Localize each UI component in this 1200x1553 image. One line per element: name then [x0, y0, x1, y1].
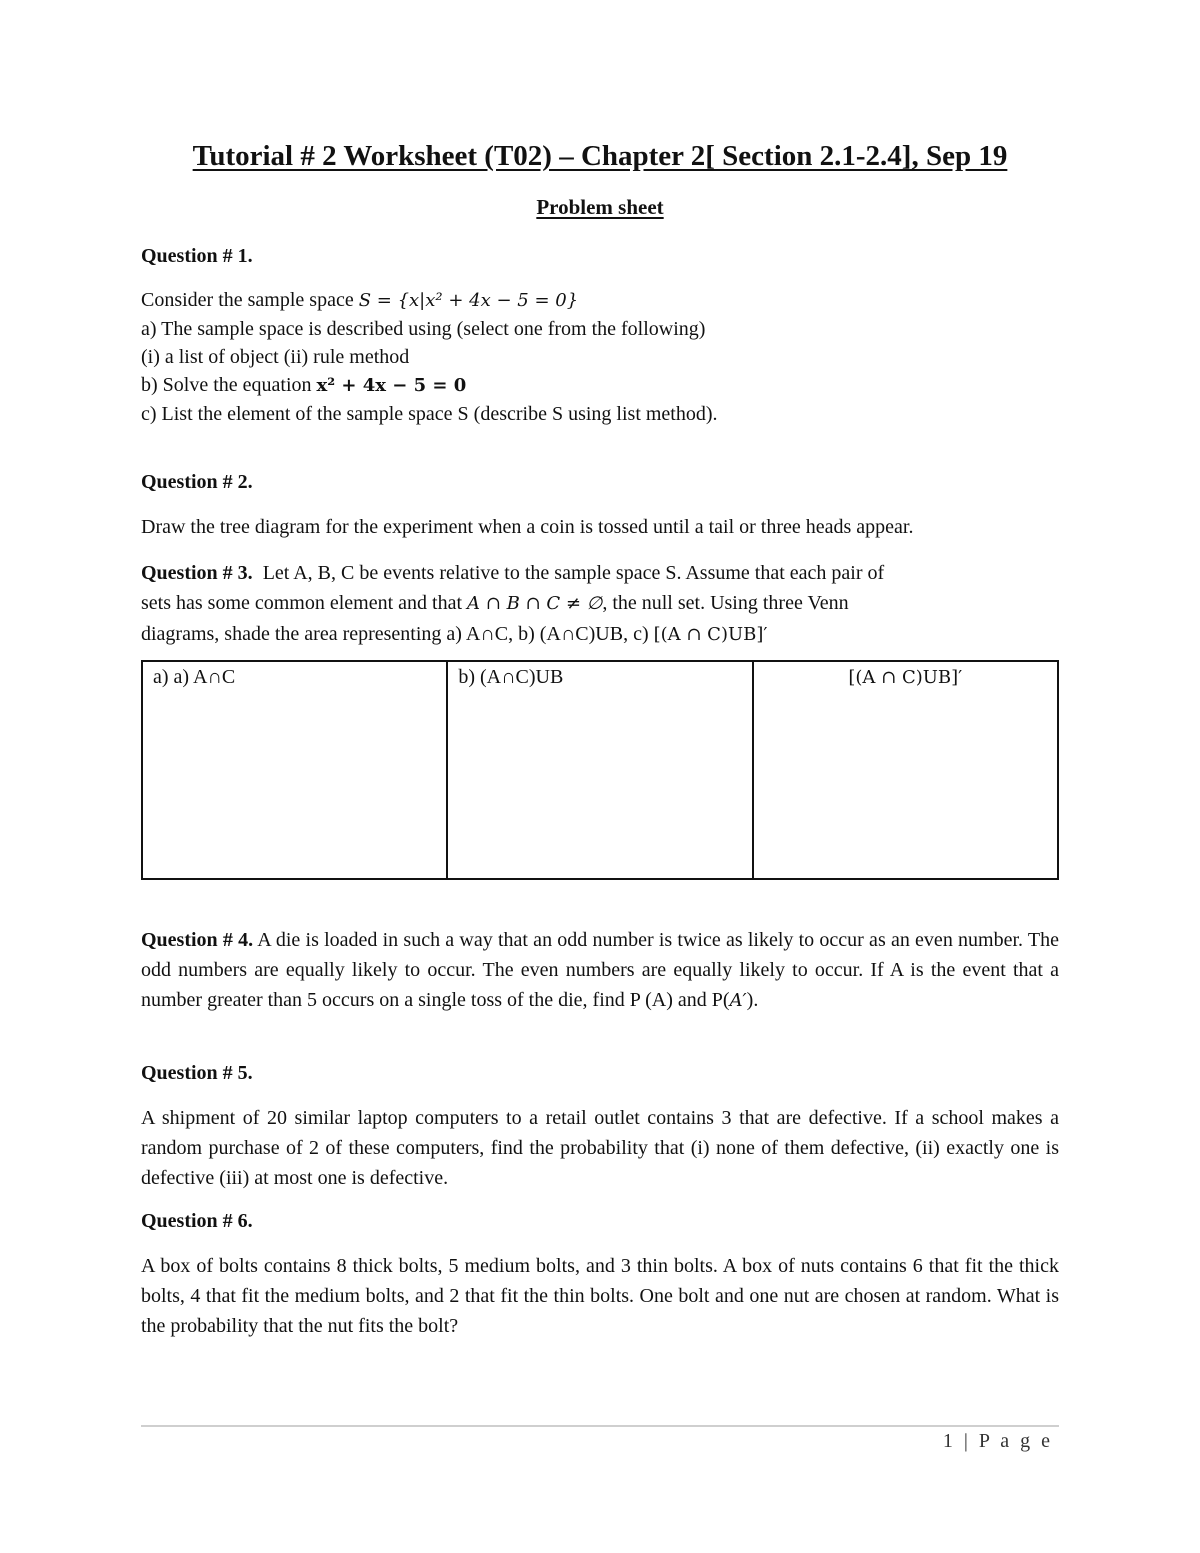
page-number: 1 | P a g e	[942, 1430, 1053, 1452]
question-3-line-3-a: diagrams, shade the area representing a) A∩C, b) (A∩C)UB, c)	[141, 623, 654, 645]
question-1-part-c: c) List the element of the sample space S (describe S using list method).	[141, 403, 718, 425]
venn-cell-a-label: a) a) A∩C	[153, 666, 236, 688]
question-1-options: (i) a list of object (ii) rule method	[141, 346, 410, 368]
venn-cell-b[interactable]	[447, 661, 752, 879]
venn-cell-c-label: [(A ∩ C)UB]′	[848, 667, 963, 688]
question-6	[141, 1207, 1059, 1235]
question-3-intro: Let A, B, C be events relative to the sample space S. Assume that each pair of	[252, 562, 885, 584]
venn-cell-b-label: b) (A∩C)UB	[458, 666, 564, 688]
sample-space-equation: S = {x|x² + 4x − 5 = 0}	[358, 290, 579, 311]
venn-table-row	[142, 661, 1058, 879]
intersection-not-empty: A ∩ B ∩ C ≠ ∅	[467, 593, 603, 614]
footer-divider	[141, 1425, 1059, 1427]
venn-cell-c[interactable]	[753, 661, 1058, 879]
complement-expression: [(A ∩ C)UB]′	[653, 624, 768, 645]
question-6-text: A box of bolts contains 8 thick bolts, 5 medium bolts, and 3 thin bolts. A box of nuts contains 6 that fit the thick bolts, 4 that fit the medium bolts, and 2 that fit the thin bolts. One bolt and one nut are chosen at random. What is the probability that the nut fits the bolt?	[141, 1255, 1059, 1337]
complement-a: A′	[729, 990, 747, 1011]
question-4-heading: Question # 4.	[141, 929, 254, 951]
question-5-body	[141, 1103, 1059, 1193]
question-1-line-1-text: Consider the sample space	[141, 289, 359, 311]
question-3-line-2-b: , the null set. Using three Venn	[602, 592, 849, 614]
question-1-part-b-text: b) Solve the equation	[141, 374, 317, 396]
question-1-part-b	[141, 371, 1059, 400]
question-6-body	[141, 1251, 1059, 1341]
question-5-text: A shipment of 20 similar laptop computers to a retail outlet contains 3 that are defective. If a school makes a random purchase of 2 of these computers, find the probability that (i) none of them defective, (ii) exactly one is defective (iii) at most one is defective.	[141, 1107, 1059, 1189]
question-1-part-a: a) The sample space is described using (select one from the following)	[141, 318, 706, 340]
question-4	[141, 925, 1059, 1016]
question-2-body	[141, 513, 1059, 541]
question-1-body	[141, 286, 1059, 428]
worksheet-title: Tutorial # 2 Worksheet (T02) – Chapter 2[ Section 2.1-2.4], Sep 19	[192, 140, 1008, 172]
question-6-heading: Question # 6.	[141, 1210, 253, 1232]
question-1-line-1	[141, 286, 1059, 315]
question-3	[141, 558, 1059, 650]
question-3-line-2-a: sets has some common element and that	[141, 592, 468, 614]
question-2	[141, 468, 1059, 496]
question-2-text: Draw the tree diagram for the experiment when a coin is tossed until a tail or three heads appear.	[141, 516, 914, 538]
problem-sheet-subtitle: Problem sheet	[536, 195, 664, 219]
question-3-line-2	[141, 588, 1059, 619]
venn-answer-table	[141, 660, 1059, 880]
question-3-line-1	[141, 558, 1059, 588]
question-5	[141, 1059, 1059, 1087]
question-1	[141, 242, 1059, 270]
question-4-body-b: ).	[746, 989, 759, 1011]
venn-cell-a[interactable]	[142, 661, 447, 879]
question-5-heading: Question # 5.	[141, 1062, 253, 1084]
question-2-heading: Question # 2.	[141, 471, 253, 493]
question-4-body-a: A die is loaded in such a way that an odd number is twice as likely to occur as an even number. The odd numbers are equally likely to occur. The even numbers are equally likely to occur. If A is the event that a number greater than 5 occurs on a single toss of the die, find P (A) and P(	[141, 929, 1059, 1011]
quadratic-equation: x² + 4x − 5 = 0	[316, 375, 467, 396]
question-1-heading: Question # 1.	[141, 245, 253, 267]
question-3-line-3	[141, 619, 1059, 650]
question-3-heading: Question # 3.	[141, 562, 253, 584]
